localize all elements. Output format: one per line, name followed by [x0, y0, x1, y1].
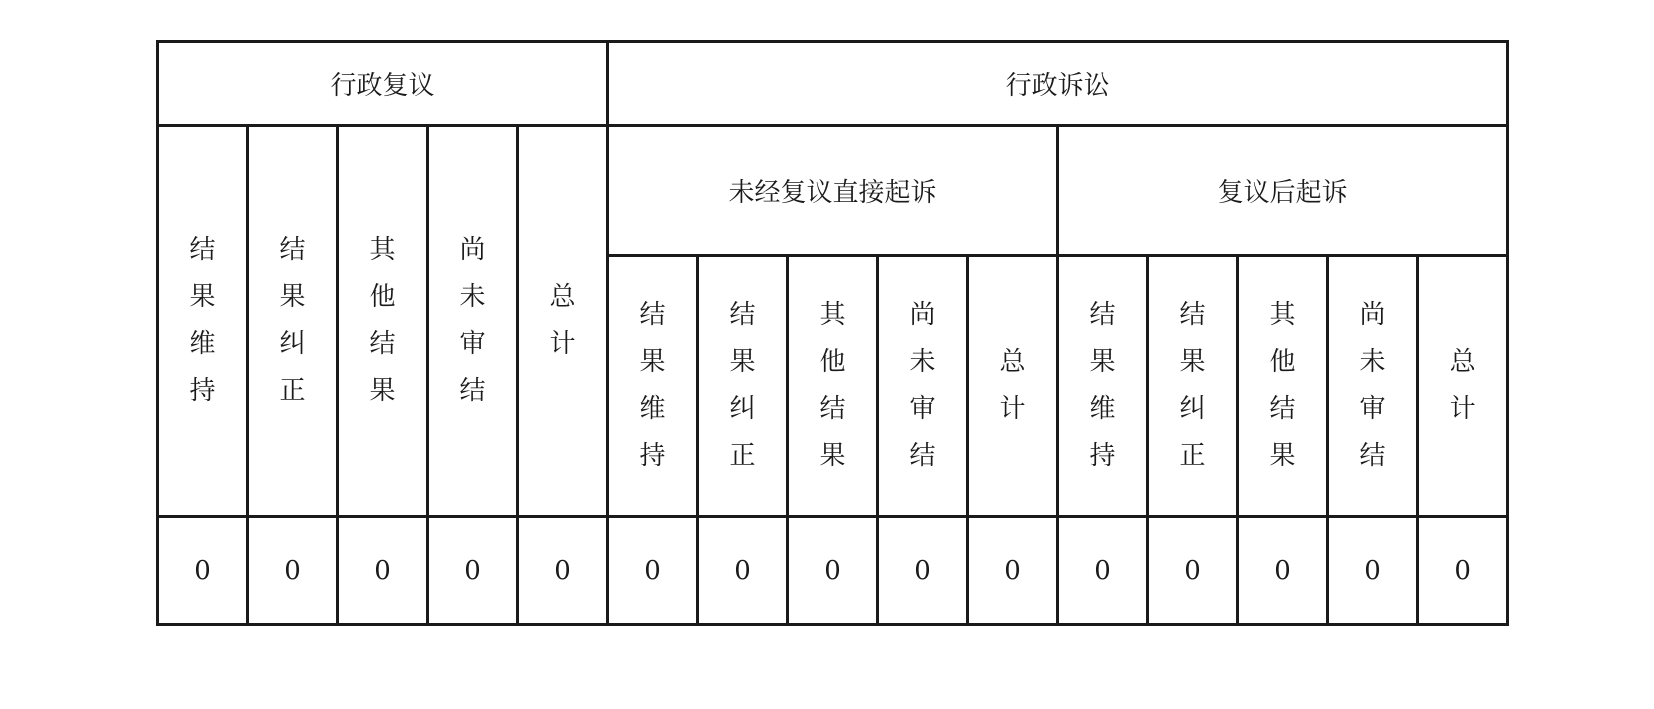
- review-col-corrected: 结果纠正: [248, 126, 338, 517]
- direct-suit-header: 未经复议直接起诉: [608, 126, 1058, 256]
- value-cell: 0: [518, 517, 608, 625]
- value-cell: 0: [608, 517, 698, 625]
- admin-review-header: 行政复议: [158, 42, 608, 126]
- value-cell: 0: [248, 517, 338, 625]
- direct-col-total: 总计: [968, 256, 1058, 517]
- value-cell: 0: [338, 517, 428, 625]
- value-cell: 0: [968, 517, 1058, 625]
- review-col-pending: 尚未审结: [428, 126, 518, 517]
- value-cell: 0: [698, 517, 788, 625]
- admin-review-litigation-table: [156, 40, 1509, 626]
- review-col-total: 总计: [518, 126, 608, 517]
- value-cell: 0: [1328, 517, 1418, 625]
- review-col-other: 其他结果: [338, 126, 428, 517]
- value-cell: 0: [1058, 517, 1148, 625]
- table-row: [158, 517, 1508, 625]
- value-cell: 0: [788, 517, 878, 625]
- review-col-maintained: 结果维持: [158, 126, 248, 517]
- after-col-corrected: 结果纠正: [1148, 256, 1238, 517]
- after-col-maintained: 结果维持: [1058, 256, 1148, 517]
- after-col-other: 其他结果: [1238, 256, 1328, 517]
- direct-col-other: 其他结果: [788, 256, 878, 517]
- admin-litigation-header: 行政诉讼: [608, 42, 1508, 126]
- after-review-header: 复议后起诉: [1058, 126, 1508, 256]
- value-cell: 0: [878, 517, 968, 625]
- after-col-pending: 尚未审结: [1328, 256, 1418, 517]
- direct-col-pending: 尚未审结: [878, 256, 968, 517]
- direct-col-maintained: 结果维持: [608, 256, 698, 517]
- value-cell: 0: [1238, 517, 1328, 625]
- after-col-total: 总计: [1418, 256, 1508, 517]
- direct-col-corrected: 结果纠正: [698, 256, 788, 517]
- value-cell: 0: [1148, 517, 1238, 625]
- value-cell: 0: [158, 517, 248, 625]
- value-cell: 0: [428, 517, 518, 625]
- value-cell: 0: [1418, 517, 1508, 625]
